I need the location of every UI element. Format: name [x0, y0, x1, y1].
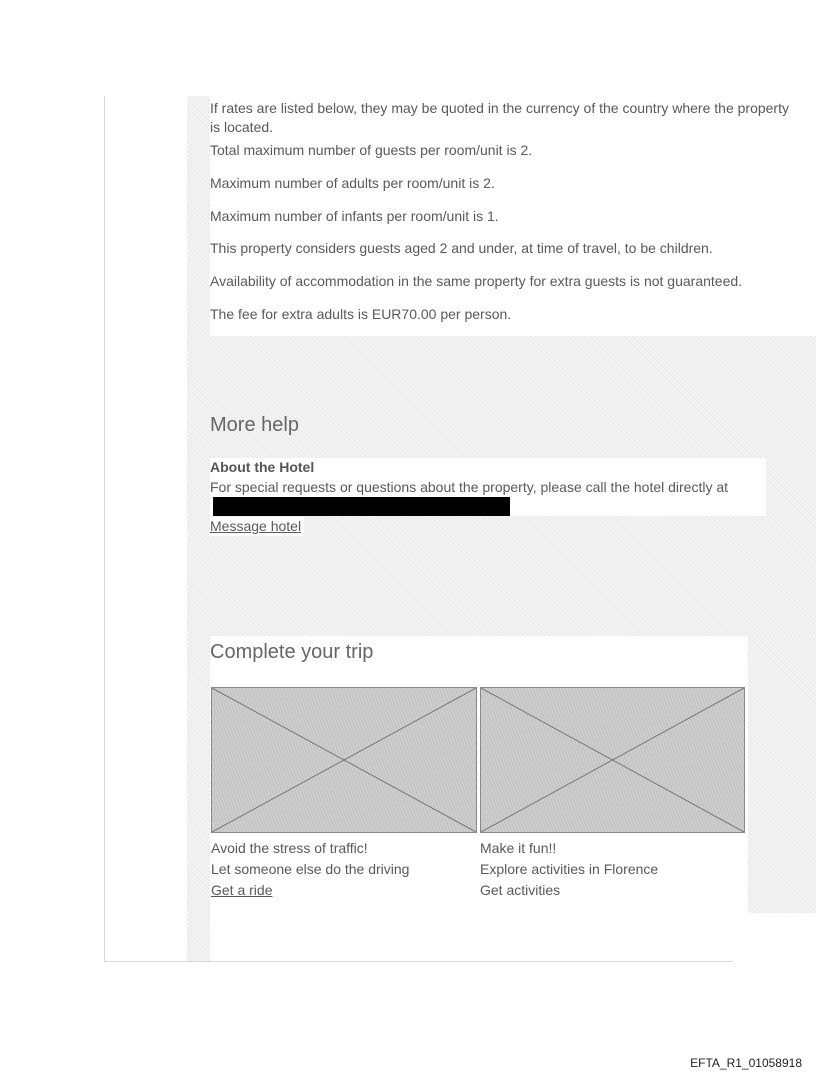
- activities-card-title: Make it fun!!: [480, 840, 557, 856]
- children-age-text: This property considers guests aged 2 and under, at time of travel, to be children.: [210, 240, 713, 256]
- max-guests-text: Total maximum number of guests per room/unit is 2.: [210, 142, 533, 158]
- activities-card-subtitle: Explore activities in Florence: [480, 861, 659, 877]
- trip-side-background: [748, 636, 816, 913]
- max-infants-text: Maximum number of infants per room/unit is 1.: [210, 208, 499, 224]
- about-hotel-text: For special requests or questions about the property, please call the hotel directly at: [210, 479, 729, 495]
- ride-card-subtitle: Let someone else do the driving: [211, 861, 410, 877]
- redaction-bar: [213, 497, 510, 516]
- ride-card-title: Avoid the stress of traffic!: [211, 840, 368, 856]
- image-placeholder-icon: [481, 688, 744, 832]
- currency-note: If rates are listed below, they may be quoted in the currency of the country where the property is located.: [210, 100, 789, 135]
- max-adults-text: Maximum number of adults per room/unit is 2.: [210, 175, 495, 191]
- get-a-ride-link[interactable]: Get a ride: [211, 882, 273, 898]
- get-activities-link[interactable]: Get activities: [480, 882, 561, 898]
- message-hotel-link[interactable]: Message hotel: [210, 517, 304, 536]
- more-help-heading: More help: [210, 414, 299, 436]
- document-id: EFTA_R1_01058918: [690, 1056, 802, 1070]
- image-placeholder-icon: [212, 688, 476, 832]
- complete-trip-heading: Complete your trip: [210, 641, 374, 663]
- activities-image-placeholder: [480, 687, 745, 833]
- ride-image-placeholder: [211, 687, 477, 833]
- extra-guests-text: Availability of accommodation in the same property for extra guests is not guaranteed.: [210, 273, 743, 289]
- left-gutter: [187, 96, 210, 961]
- about-hotel-title: About the Hotel: [210, 459, 315, 475]
- extra-adult-fee-text: The fee for extra adults is EUR70.00 per person.: [210, 306, 512, 322]
